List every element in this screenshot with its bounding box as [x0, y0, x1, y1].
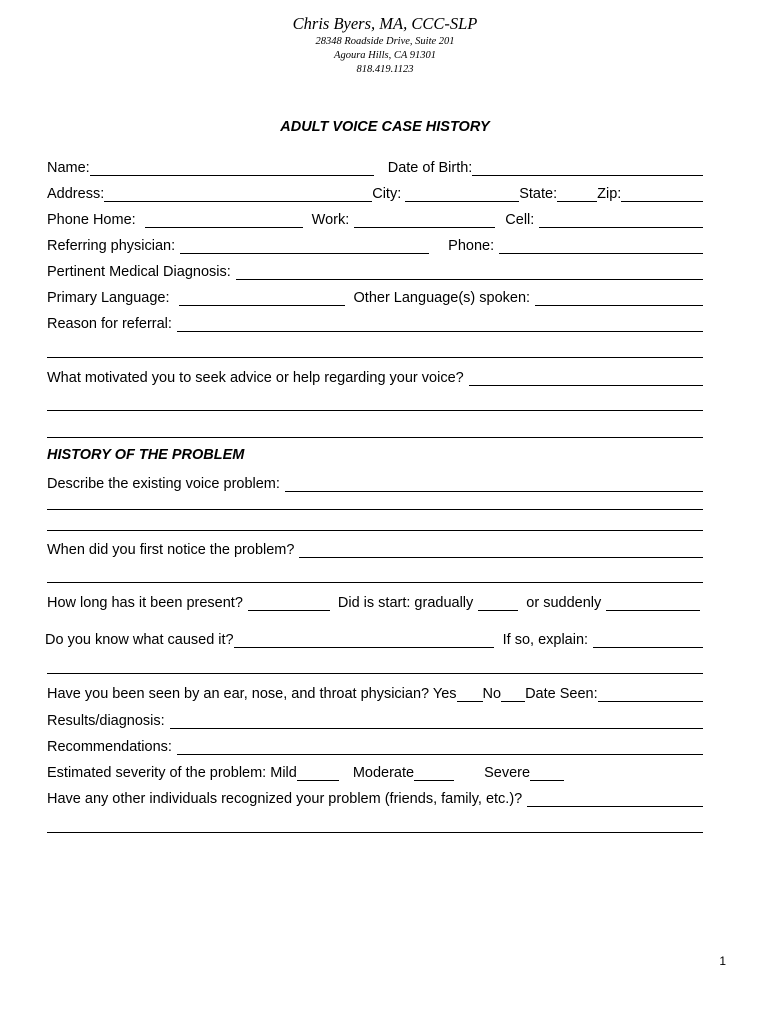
diagnosis-label: Pertinent Medical Diagnosis: — [47, 264, 231, 280]
first-notice-field[interactable] — [299, 541, 703, 558]
severe-field[interactable] — [530, 764, 564, 781]
clinician-address-line1: 28348 Roadside Drive, Suite 201 — [315, 36, 455, 47]
referring-label: Referring physician: — [47, 238, 176, 254]
city-label: City: — [372, 186, 402, 202]
name-dob-row — [47, 157, 703, 177]
name-field[interactable] — [90, 159, 374, 176]
severe-label: Severe — [484, 765, 531, 781]
reason-extra-line[interactable] — [47, 357, 703, 358]
cause-label: Do you know what caused it? — [45, 632, 234, 648]
reason-label: Reason for referral: — [47, 316, 172, 332]
motivated-extra-line-2[interactable] — [47, 437, 703, 438]
others-row — [47, 788, 703, 808]
cell-label: Cell: — [505, 212, 535, 228]
others-label: Have any other individuals recognized your problem (friends, family, etc.)? — [47, 791, 523, 807]
other-language-field[interactable] — [535, 289, 703, 306]
reason-field[interactable] — [177, 315, 703, 332]
cause-field[interactable] — [234, 631, 494, 648]
dob-field[interactable] — [472, 159, 703, 176]
first-notice-row — [47, 539, 703, 559]
motivated-row — [47, 367, 703, 387]
moderate-field[interactable] — [414, 764, 454, 781]
describe-extra-line-2[interactable] — [47, 530, 703, 531]
how-long-field[interactable] — [248, 594, 330, 611]
severity-row — [47, 762, 703, 782]
address-row — [47, 183, 703, 203]
recommendations-field[interactable] — [177, 738, 703, 755]
diagnosis-field[interactable] — [236, 263, 703, 280]
page-number: 1 — [719, 954, 726, 968]
ent-no-field[interactable] — [501, 685, 525, 702]
suddenly-label: or suddenly — [526, 595, 602, 611]
start-gradually-label: Did is start: gradually — [337, 595, 474, 611]
others-extra-line[interactable] — [47, 832, 703, 833]
state-label: State: — [519, 186, 558, 202]
how-long-row — [47, 592, 703, 612]
motivated-field[interactable] — [469, 369, 703, 386]
city-field[interactable] — [405, 185, 519, 202]
ent-no-label: No — [482, 686, 502, 702]
zip-field[interactable] — [621, 185, 703, 202]
describe-row — [47, 473, 703, 493]
describe-extra-line-1[interactable] — [47, 509, 703, 510]
results-field[interactable] — [170, 712, 703, 729]
work-phone-field[interactable] — [354, 211, 495, 228]
state-field[interactable] — [557, 185, 597, 202]
form-title: ADULT VOICE CASE HISTORY — [280, 119, 490, 135]
results-row — [47, 710, 703, 730]
date-seen-label: Date Seen: — [525, 686, 598, 702]
motivated-label: What motivated you to seek advice or help regarding your voice? — [47, 370, 464, 386]
phone-row — [47, 209, 703, 229]
describe-label: Describe the existing voice problem: — [47, 476, 280, 492]
clinician-address-line2: Agoura Hills, CA 91301 — [334, 50, 436, 61]
dob-label: Date of Birth: — [387, 160, 473, 176]
referring-phone-label: Phone: — [448, 238, 495, 254]
clinician-name: Chris Byers, MA, CCC-SLP — [292, 14, 478, 33]
ent-row — [47, 683, 703, 703]
address-field[interactable] — [104, 185, 372, 202]
phone-home-label: Phone Home: — [47, 212, 136, 228]
phone-home-field[interactable] — [145, 211, 303, 228]
mild-field[interactable] — [297, 764, 339, 781]
referring-phone-field[interactable] — [499, 237, 703, 254]
referring-physician-field[interactable] — [180, 237, 429, 254]
suddenly-field[interactable] — [606, 594, 700, 611]
motivated-extra-line-1[interactable] — [47, 410, 703, 411]
recommendations-label: Recommendations: — [47, 739, 172, 755]
results-label: Results/diagnosis: — [47, 713, 165, 729]
moderate-label: Moderate — [352, 765, 415, 781]
gradually-field[interactable] — [478, 594, 518, 611]
zip-label: Zip: — [597, 186, 622, 202]
diagnosis-row — [47, 261, 703, 281]
other-language-label: Other Language(s) spoken: — [353, 290, 531, 306]
language-row — [47, 287, 703, 307]
first-notice-extra-line[interactable] — [47, 582, 703, 583]
reason-row — [47, 313, 703, 333]
others-field[interactable] — [527, 790, 703, 807]
how-long-label: How long has it been present? — [47, 595, 243, 611]
date-seen-field[interactable] — [598, 685, 703, 702]
work-label: Work: — [311, 212, 350, 228]
explain-extra-line[interactable] — [47, 673, 703, 674]
recommendations-row — [47, 736, 703, 756]
cell-phone-field[interactable] — [539, 211, 703, 228]
ent-label: Have you been seen by an ear, nose, and throat physician? Yes — [47, 686, 457, 702]
explain-field[interactable] — [593, 631, 703, 648]
first-notice-label: When did you first notice the problem? — [47, 542, 295, 558]
explain-label: If so, explain: — [502, 632, 589, 648]
cause-row — [45, 629, 703, 649]
referring-row — [47, 235, 703, 255]
describe-field[interactable] — [285, 475, 703, 492]
name-label: Name: — [47, 160, 90, 176]
history-heading: HISTORY OF THE PROBLEM — [47, 447, 245, 463]
address-label: Address: — [47, 186, 105, 202]
primary-language-field[interactable] — [179, 289, 345, 306]
ent-yes-field[interactable] — [457, 685, 483, 702]
primary-language-label: Primary Language: — [47, 290, 170, 306]
severity-mild-label: Estimated severity of the problem: Mild — [47, 765, 297, 781]
clinician-phone: 818.419.1123 — [356, 64, 414, 75]
